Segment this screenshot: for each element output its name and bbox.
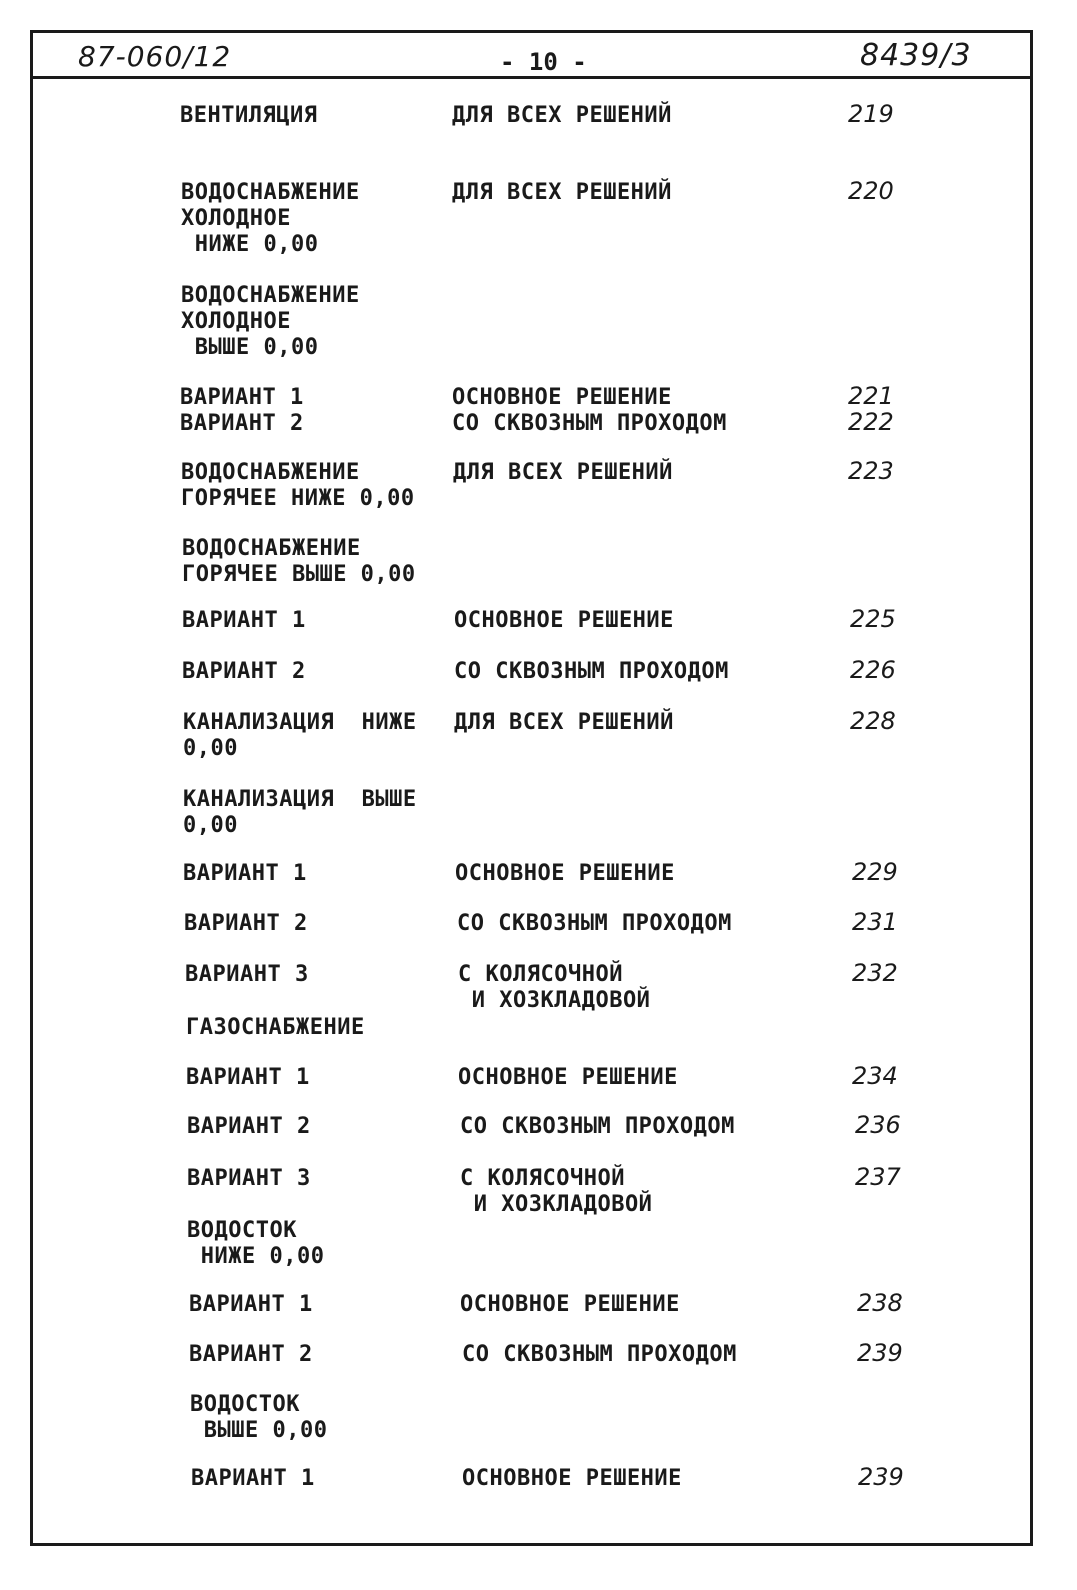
entry-description: С КОЛЯСОЧНОЙ И ХОЗКЛАДОВОЙ — [460, 1166, 653, 1217]
entry-description: ОСНОВНОЕ РЕШЕНИЕ — [454, 608, 674, 633]
entry-description: ДЛЯ ВСЕХ РЕШЕНИЙ — [453, 460, 673, 485]
entry-page-number: 222 — [848, 408, 894, 436]
entry-page-number: 237 — [855, 1163, 901, 1191]
entry-section-label: ВОДОСТОК ВЫШЕ 0,00 — [190, 1392, 328, 1443]
entry-page-number: 219 — [848, 100, 894, 128]
entry-page-number: 229 — [852, 858, 898, 886]
entry-page-number: 221 — [848, 382, 894, 410]
entry-section-label: ВАРИАНТ 1 — [189, 1292, 313, 1317]
entry-section-label: ВАРИАНТ 1 — [191, 1466, 315, 1491]
entry-description: ОСНОВНОЕ РЕШЕНИЕ — [458, 1065, 678, 1090]
entry-section-label: ВАРИАНТ 2 — [182, 659, 306, 684]
entry-page-number: 223 — [848, 457, 894, 485]
entry-section-label: КАНАЛИЗАЦИЯ ВЫШЕ 0,00 — [183, 787, 417, 838]
entry-section-label: ГАЗОСНАБЖЕНИЕ — [186, 1015, 365, 1040]
entry-section-label: ВАРИАНТ 1 — [180, 385, 304, 410]
document-code-right: 8439/3 — [860, 38, 972, 73]
entry-section-label: ВОДОСНАБЖЕНИЕ ХОЛОДНОЕ НИЖЕ 0,00 — [181, 180, 360, 257]
entry-page-number: 236 — [855, 1111, 901, 1139]
entry-section-label: ВАРИАНТ 2 — [187, 1114, 311, 1139]
entry-page-number: 220 — [848, 177, 894, 205]
entry-section-label: ВЕНТИЛЯЦИЯ — [180, 103, 318, 128]
entry-description: ОСНОВНОЕ РЕШЕНИЕ — [455, 861, 675, 886]
entry-description: ОСНОВНОЕ РЕШЕНИЕ — [452, 385, 672, 410]
entry-description: ОСНОВНОЕ РЕШЕНИЕ — [462, 1466, 682, 1491]
entry-section-label: ВАРИАНТ 2 — [184, 911, 308, 936]
entry-page-number: 232 — [852, 959, 898, 987]
entry-page-number: 228 — [850, 707, 896, 735]
entry-section-label: ВАРИАНТ 1 — [186, 1065, 310, 1090]
entry-section-label: ВАРИАНТ 3 — [185, 962, 309, 987]
entry-page-number: 231 — [852, 908, 898, 936]
entry-section-label: КАНАЛИЗАЦИЯ НИЖЕ 0,00 — [183, 710, 417, 761]
page-number: - 10 - — [500, 48, 587, 76]
entry-description: СО СКВОЗНЫМ ПРОХОДОМ — [454, 659, 729, 684]
entry-page-number: 226 — [850, 656, 896, 684]
entry-section-label: ВОДОСНАБЖЕНИЕ ГОРЯЧЕЕ ВЫШЕ 0,00 — [182, 536, 416, 587]
document-code-left: 87-060/12 — [78, 40, 232, 73]
entry-section-label: ВАРИАНТ 3 — [187, 1166, 311, 1191]
entry-section-label: ВАРИАНТ 1 — [183, 861, 307, 886]
entry-page-number: 234 — [852, 1062, 898, 1090]
entry-section-label: ВОДОСТОК НИЖЕ 0,00 — [187, 1218, 325, 1269]
entry-description: СО СКВОЗНЫМ ПРОХОДОМ — [452, 411, 727, 436]
entry-page-number: 239 — [858, 1463, 904, 1491]
entry-description: СО СКВОЗНЫМ ПРОХОДОМ — [457, 911, 732, 936]
entry-section-label: ВАРИАНТ 2 — [189, 1342, 313, 1367]
entry-description: ДЛЯ ВСЕХ РЕШЕНИЙ — [454, 710, 674, 735]
entry-description: ОСНОВНОЕ РЕШЕНИЕ — [460, 1292, 680, 1317]
entry-section-label: ВОДОСНАБЖЕНИЕ ХОЛОДНОЕ ВЫШЕ 0,00 — [181, 283, 360, 360]
entry-description: ДЛЯ ВСЕХ РЕШЕНИЙ — [452, 103, 672, 128]
entry-page-number: 238 — [857, 1289, 903, 1317]
entry-description: СО СКВОЗНЫМ ПРОХОДОМ — [462, 1342, 737, 1367]
entry-section-label: ВОДОСНАБЖЕНИЕ ГОРЯЧЕЕ НИЖЕ 0,00 — [181, 460, 415, 511]
entry-description: С КОЛЯСОЧНОЙ И ХОЗКЛАДОВОЙ — [458, 962, 651, 1013]
header-divider — [30, 76, 1033, 79]
entry-section-label: ВАРИАНТ 2 — [180, 411, 304, 436]
entry-page-number: 225 — [850, 605, 896, 633]
entry-section-label: ВАРИАНТ 1 — [182, 608, 306, 633]
entry-description: СО СКВОЗНЫМ ПРОХОДОМ — [460, 1114, 735, 1139]
entry-page-number: 239 — [857, 1339, 903, 1367]
entry-description: ДЛЯ ВСЕХ РЕШЕНИЙ — [452, 180, 672, 205]
